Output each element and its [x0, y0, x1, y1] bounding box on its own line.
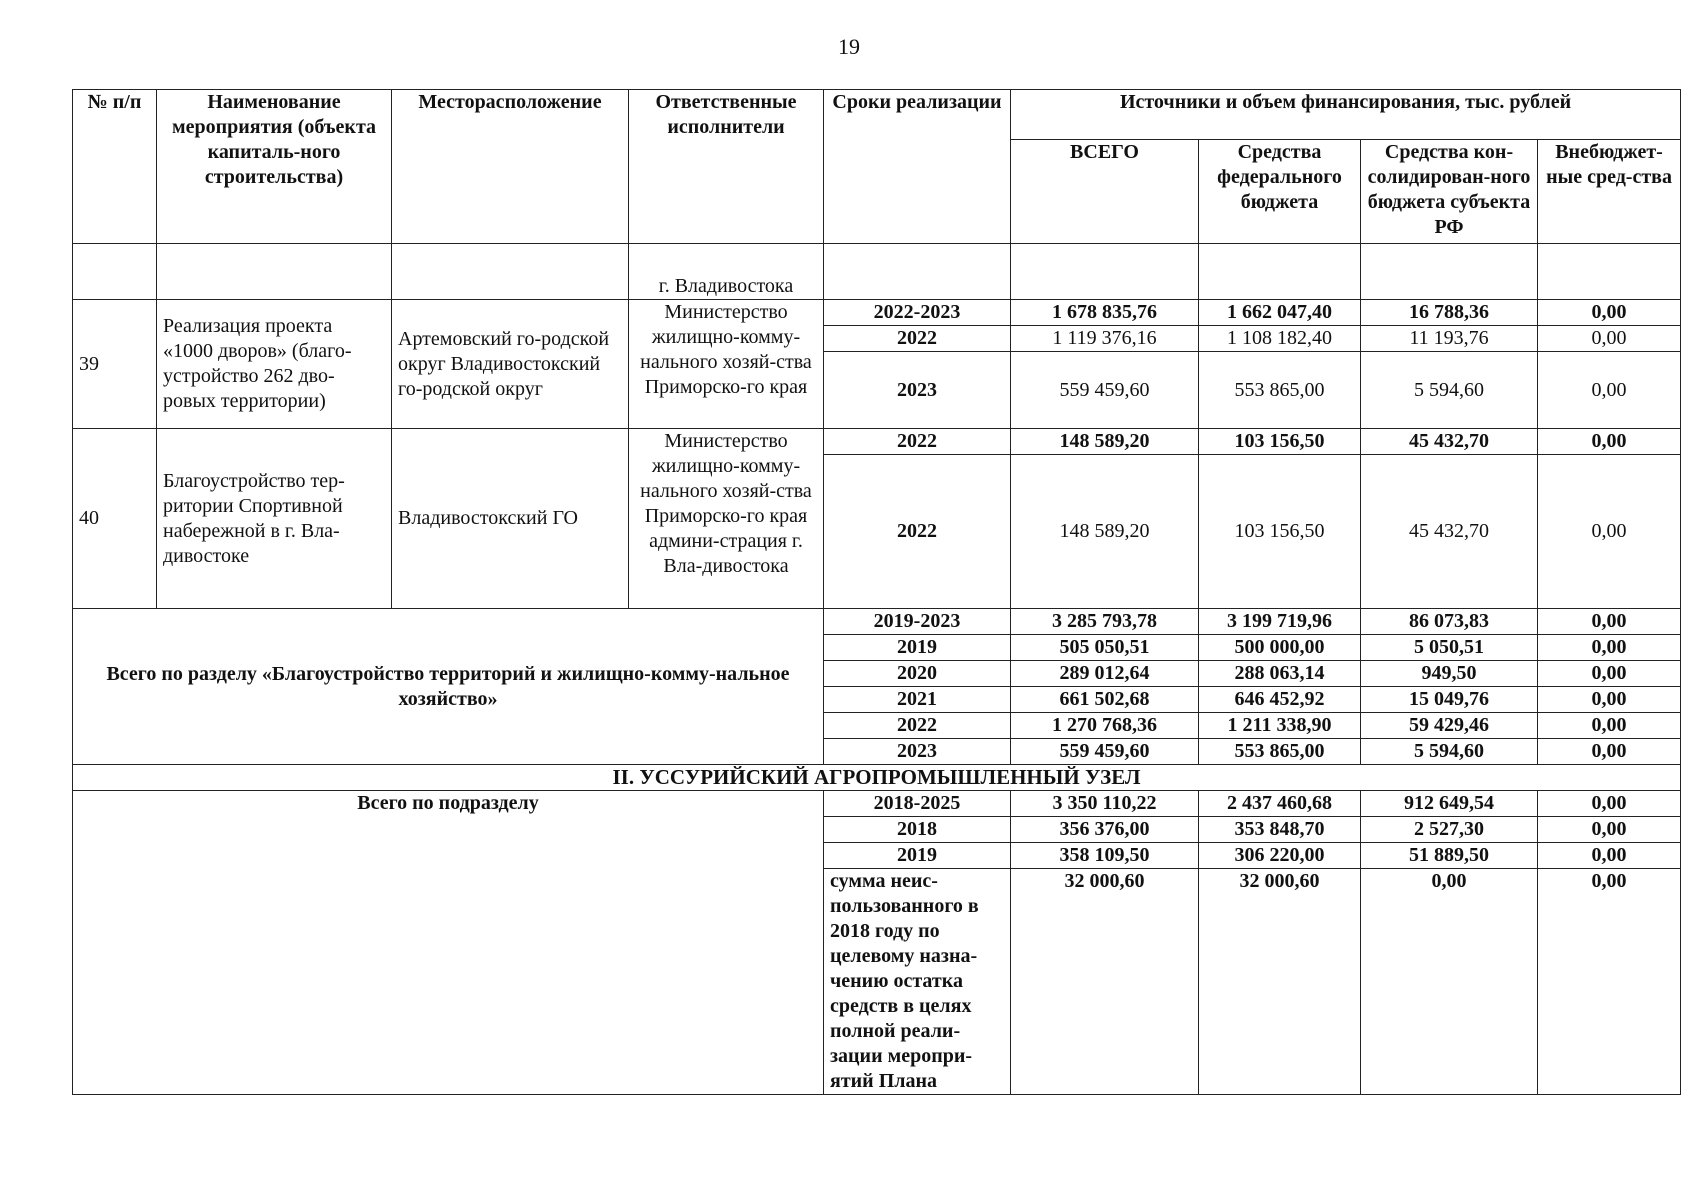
item39-period: 2022	[824, 326, 1011, 352]
subsection-total-row	[73, 791, 1681, 817]
subsection-total-federal: 353 848,70	[1199, 817, 1361, 843]
section-total-offbudget: 0,00	[1538, 661, 1681, 687]
section2-title: II. УССУРИЙСКИЙ АГРОПРОМЫШЛЕННЫЙ УЗЕЛ	[73, 765, 1681, 791]
item39-consolidated: 11 193,76	[1361, 326, 1538, 352]
page-number: 19	[838, 34, 860, 59]
section-total-consolidated: 59 429,46	[1361, 713, 1538, 739]
item40-federal: 103 156,50	[1199, 455, 1361, 609]
section-total-offbudget: 0,00	[1538, 739, 1681, 765]
section-total-period: 2022	[824, 713, 1011, 739]
subsection-total-consolidated: 51 889,50	[1361, 843, 1538, 869]
item39-offbudget: 0,00	[1538, 300, 1681, 326]
item40-total: 148 589,20	[1011, 429, 1199, 455]
header-location: Месторасположение	[392, 90, 629, 244]
item40-consolidated: 45 432,70	[1361, 429, 1538, 455]
item39-name: Реализация проекта «1000 дворов» (благо-устройство 262 дво-ровых территории)	[157, 300, 392, 429]
item39-period: 2022-2023	[824, 300, 1011, 326]
item39-period: 2023	[824, 352, 1011, 429]
item39-total: 1 678 835,76	[1011, 300, 1199, 326]
item39-total: 559 459,60	[1011, 352, 1199, 429]
header-row-1	[73, 90, 1681, 140]
subsection-total-note: сумма неис-пользованного в 2018 году по целевому назна-чению остатка средств в целях полной реали-зации меропри-ятий Плана	[824, 869, 1011, 1095]
subsection-total-consolidated: 0,00	[1361, 869, 1538, 1095]
section-total-period: 2019-2023	[824, 609, 1011, 635]
section-total-row	[73, 609, 1681, 635]
section-total-consolidated: 5 050,51	[1361, 635, 1538, 661]
subsection-total-label: Всего по подразделу	[73, 791, 824, 1095]
subsection-total-period: 2018	[824, 817, 1011, 843]
subsection-total-total: 358 109,50	[1011, 843, 1199, 869]
header-terms: Сроки реализации	[824, 90, 1011, 244]
section-total-total: 3 285 793,78	[1011, 609, 1199, 635]
empty-cell	[73, 244, 157, 300]
empty-cell	[824, 244, 1011, 300]
header-sources: Источники и объем финансирования, тыс. рублей	[1011, 90, 1681, 140]
header-consolidated: Средства кон-солидирован-ного бюджета субъекта РФ	[1361, 140, 1538, 244]
item39-consolidated: 5 594,60	[1361, 352, 1538, 429]
section-total-label: Всего по разделу «Благоустройство территорий и жилищно-комму-нальное хозяйство»	[73, 609, 824, 765]
section-total-period: 2021	[824, 687, 1011, 713]
section-total-total: 661 502,68	[1011, 687, 1199, 713]
empty-cell	[392, 244, 629, 300]
item39-location: Артемовский го-родской округ Владивостокский го-родской округ	[392, 300, 629, 429]
section-total-total: 505 050,51	[1011, 635, 1199, 661]
item40-period: 2022	[824, 455, 1011, 609]
subsection-total-total: 356 376,00	[1011, 817, 1199, 843]
item40-total: 148 589,20	[1011, 455, 1199, 609]
item40-name: Благоустройство тер-ритории Спортивной набережной в г. Вла-дивостоке	[157, 429, 392, 609]
subsection-total-period: 2019	[824, 843, 1011, 869]
subsection-total-federal: 306 220,00	[1199, 843, 1361, 869]
financing-table	[72, 89, 1681, 1095]
subsection-total-period: 2018-2025	[824, 791, 1011, 817]
item40-federal: 103 156,50	[1199, 429, 1361, 455]
header-name: Наименование мероприятия (объекта капиталь-ного строительства)	[157, 90, 392, 244]
subsection-total-federal: 32 000,60	[1199, 869, 1361, 1095]
item39-offbudget: 0,00	[1538, 352, 1681, 429]
subsection-total-offbudget: 0,00	[1538, 843, 1681, 869]
subsection-total-total: 32 000,60	[1011, 869, 1199, 1095]
item39-offbudget: 0,00	[1538, 326, 1681, 352]
header-total: ВСЕГО	[1011, 140, 1199, 244]
section-total-federal: 1 211 338,90	[1199, 713, 1361, 739]
section-total-offbudget: 0,00	[1538, 635, 1681, 661]
header-federal: Средства федерального бюджета	[1199, 140, 1361, 244]
item40-num: 40	[73, 429, 157, 609]
section-total-federal: 553 865,00	[1199, 739, 1361, 765]
section-total-offbudget: 0,00	[1538, 609, 1681, 635]
header-num: № п/п	[73, 90, 157, 244]
header-offbudget: Внебюджет-ные сред-ства	[1538, 140, 1681, 244]
section-total-total: 289 012,64	[1011, 661, 1199, 687]
item39-consolidated: 16 788,36	[1361, 300, 1538, 326]
section-total-federal: 500 000,00	[1199, 635, 1361, 661]
item39-federal: 1 662 047,40	[1199, 300, 1361, 326]
section-total-period: 2019	[824, 635, 1011, 661]
item40-row-1	[73, 429, 1681, 455]
section-total-consolidated: 15 049,76	[1361, 687, 1538, 713]
continuation-row	[73, 244, 1681, 300]
item39-total: 1 119 376,16	[1011, 326, 1199, 352]
subsection-total-consolidated: 2 527,30	[1361, 817, 1538, 843]
subsection-total-federal: 2 437 460,68	[1199, 791, 1361, 817]
header-executors: Ответственные исполнители	[629, 90, 824, 244]
section2-title-row	[73, 765, 1681, 791]
item40-location: Владивостокский ГО	[392, 429, 629, 609]
section-total-federal: 646 452,92	[1199, 687, 1361, 713]
subsection-total-offbudget: 0,00	[1538, 869, 1681, 1095]
section-total-consolidated: 86 073,83	[1361, 609, 1538, 635]
empty-cell	[157, 244, 392, 300]
subsection-total-offbudget: 0,00	[1538, 791, 1681, 817]
subsection-total-consolidated: 912 649,54	[1361, 791, 1538, 817]
subsection-total-offbudget: 0,00	[1538, 817, 1681, 843]
section-total-period: 2023	[824, 739, 1011, 765]
section-total-consolidated: 949,50	[1361, 661, 1538, 687]
item39-num: 39	[73, 300, 157, 429]
item39-federal: 553 865,00	[1199, 352, 1361, 429]
empty-cell	[1199, 244, 1361, 300]
section-total-period: 2020	[824, 661, 1011, 687]
empty-cell	[1361, 244, 1538, 300]
continuation-executor: г. Владивостока	[629, 244, 824, 300]
section-total-federal: 3 199 719,96	[1199, 609, 1361, 635]
section-total-total: 1 270 768,36	[1011, 713, 1199, 739]
item40-period: 2022	[824, 429, 1011, 455]
empty-cell	[1011, 244, 1199, 300]
section-total-consolidated: 5 594,60	[1361, 739, 1538, 765]
section-total-offbudget: 0,00	[1538, 687, 1681, 713]
subsection-total-total: 3 350 110,22	[1011, 791, 1199, 817]
section-total-federal: 288 063,14	[1199, 661, 1361, 687]
item39-row-1	[73, 300, 1681, 326]
item40-offbudget: 0,00	[1538, 455, 1681, 609]
item40-consolidated: 45 432,70	[1361, 455, 1538, 609]
empty-cell	[1538, 244, 1681, 300]
section-total-offbudget: 0,00	[1538, 713, 1681, 739]
section-total-total: 559 459,60	[1011, 739, 1199, 765]
item39-federal: 1 108 182,40	[1199, 326, 1361, 352]
item40-executor: Министерство жилищно-комму-нального хозяй-ства Приморско-го края админи-страция г. Вла-дивостока	[629, 429, 824, 609]
item40-offbudget: 0,00	[1538, 429, 1681, 455]
item39-executor: Министерство жилищно-комму-нального хозяй-ства Приморско-го края	[629, 300, 824, 429]
